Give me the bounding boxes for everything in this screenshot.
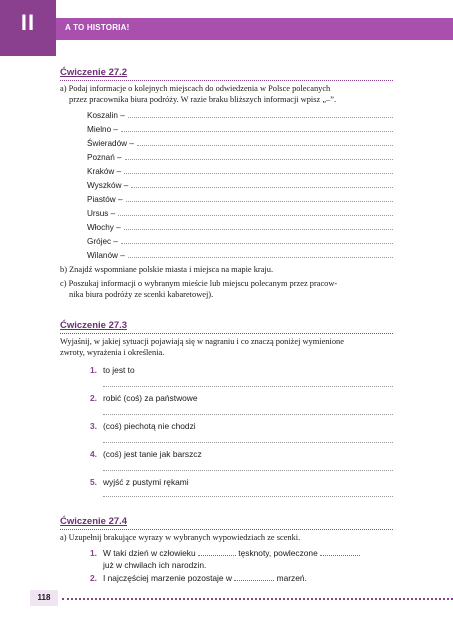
phrase-item (90, 393, 198, 403)
sentence-continuation: już w chwilach ich narodzin. (103, 560, 207, 570)
instruction-line: zwroty, wyrażenia i określenia. (60, 347, 165, 357)
place-row[interactable] (87, 150, 393, 162)
phrase-text: to jest to (103, 365, 135, 375)
place-label: Kraków – (87, 167, 122, 176)
place-row[interactable] (87, 178, 393, 190)
place-label: Wilanów – (87, 251, 125, 260)
sentence-part: tęsknoty, powleczone (238, 548, 318, 558)
item-number: 3. (90, 421, 97, 431)
place-label: Piastów – (87, 195, 123, 204)
place-label: Koszalin – (87, 111, 125, 120)
item-number: 2. (90, 573, 97, 583)
phrase-text: (coś) jest tanie jak barszcz (103, 449, 202, 459)
place-label: Grójec – (87, 237, 118, 246)
footer-divider (62, 598, 453, 600)
place-label: Ursus – (87, 209, 116, 218)
section-divider (60, 529, 393, 530)
sentence-part: marzeń. (276, 573, 307, 583)
exercise-27-2-b: b) Znajdź wspomniane polskie miasta i miejsca na mapie kraju. (60, 265, 274, 274)
answer-line[interactable] (124, 229, 393, 230)
exercise-27-4-title: Ćwiczenie 27.4 (60, 516, 128, 527)
place-label: Mielno – (87, 125, 118, 134)
fill-in-item (90, 548, 393, 558)
instruction-line: c) Poszukaj informacji o wybranym mieście lub miejscu polecanym przez pracow- (60, 279, 338, 288)
phrase-item (90, 477, 189, 487)
chapter-roman-numeral: II (20, 10, 36, 35)
answer-line[interactable] (131, 187, 393, 188)
fill-in-blank[interactable] (234, 573, 274, 581)
fill-in-item (90, 573, 393, 583)
instruction-line: a) Podaj informacje o kolejnych miejscach do odwiedzenia w Polsce polecanych (60, 84, 331, 93)
place-row[interactable] (87, 248, 393, 260)
item-number: 1. (90, 365, 97, 375)
sentence-part: I najczęściej marzenie pozostaje w (103, 573, 232, 583)
answer-line[interactable] (103, 470, 393, 471)
exercise-27-2-title: Ćwiczenie 27.2 (60, 67, 128, 78)
item-number: 1. (90, 548, 97, 558)
answer-line[interactable] (121, 243, 393, 244)
exercise-27-2-a (60, 84, 393, 105)
item-number: 5. (90, 477, 97, 487)
place-row[interactable] (87, 122, 393, 134)
chapter-title: A TO HISTORIA! (65, 23, 130, 32)
fill-in-blank[interactable] (320, 548, 360, 556)
place-row[interactable] (87, 164, 393, 176)
answer-line[interactable] (137, 145, 393, 146)
answer-line[interactable] (124, 173, 393, 174)
chapter-number-box (0, 0, 56, 56)
exercise-27-3-intro (60, 337, 393, 358)
phrase-item (90, 421, 196, 431)
exercise-27-3-title: Ćwiczenie 27.3 (60, 320, 128, 331)
answer-line[interactable] (126, 201, 394, 202)
answer-line[interactable] (103, 496, 393, 497)
instruction-line: przez pracownika biura podróży. W razie braku bliższych informacji wpisz „–”. (69, 94, 337, 104)
sentence-part: W taki dzień w człowieku (103, 548, 196, 558)
place-row[interactable] (87, 108, 393, 120)
answer-line[interactable] (118, 215, 393, 216)
item-number: 4. (90, 449, 97, 459)
place-label: Wyszków – (87, 181, 129, 190)
place-row[interactable] (87, 136, 393, 148)
instruction-line: Wyjaśnij, w jakiej sytuacji pojawiają się w nagraniu i co znaczą poniżej wymienione (60, 337, 344, 346)
exercise-27-4-a: a) Uzupełnij brakujące wyrazy w wybranych wypowiedziach ze scenki. (60, 533, 301, 542)
item-number: 2. (90, 393, 97, 403)
exercise-27-2-c (60, 279, 393, 300)
phrase-item (90, 365, 135, 375)
place-row[interactable] (87, 220, 393, 232)
answer-line[interactable] (128, 117, 393, 118)
fill-in-blank[interactable] (198, 548, 236, 556)
place-row[interactable] (87, 192, 393, 204)
phrase-item (90, 449, 202, 459)
phrase-text: wyjść z pustymi rękami (103, 477, 189, 487)
answer-line[interactable] (121, 131, 393, 132)
answer-line[interactable] (103, 386, 393, 387)
page-number: 118 (30, 590, 58, 606)
section-divider (60, 80, 393, 81)
answer-line[interactable] (128, 257, 393, 258)
place-row[interactable] (87, 234, 393, 246)
place-label: Poznań – (87, 153, 122, 162)
place-label: Świeradów – (87, 139, 134, 148)
answer-line[interactable] (103, 442, 393, 443)
phrase-text: robić (coś) za państwowe (103, 393, 198, 403)
chapter-title-band (56, 18, 453, 40)
answer-line[interactable] (125, 159, 393, 160)
answer-line[interactable] (103, 414, 393, 415)
place-row[interactable] (87, 206, 393, 218)
place-label: Włochy – (87, 223, 121, 232)
page-header (0, 0, 453, 56)
instruction-line: nika biura podróży ze scenki kabaretowej). (69, 289, 214, 299)
section-divider (60, 333, 393, 334)
phrase-text: (coś) piechotą nie chodzi (103, 421, 196, 431)
